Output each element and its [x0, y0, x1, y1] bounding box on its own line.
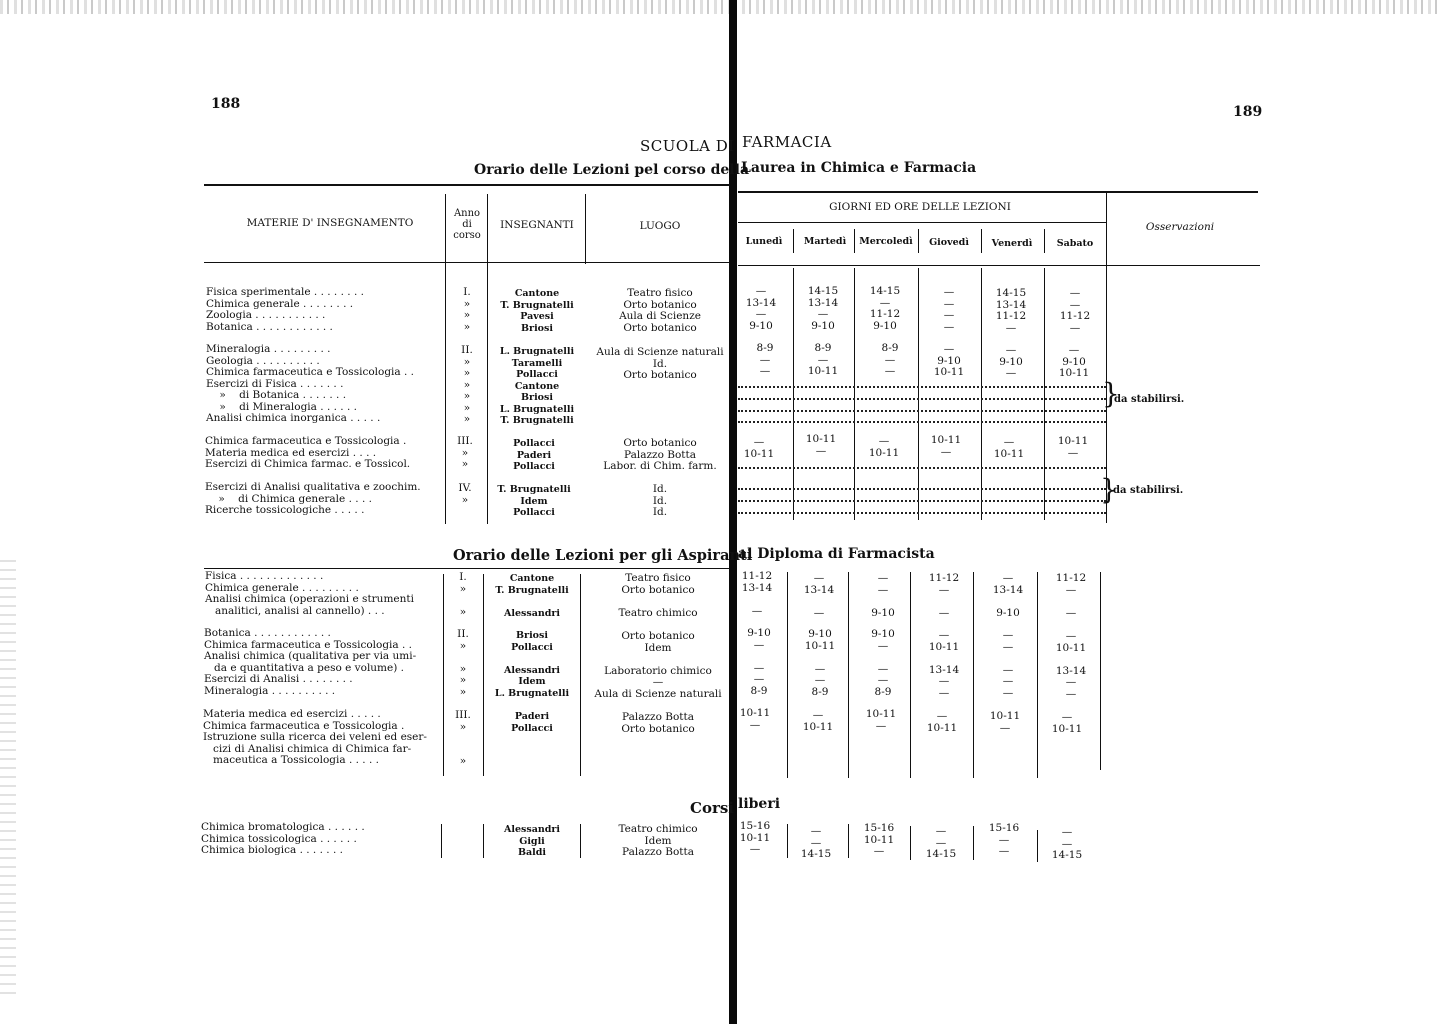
laurea-g2-anno: II. » » » » » »	[461, 344, 473, 425]
day-col-sep	[1037, 830, 1038, 862]
aspiranti-g3-martedi: — 10-11	[802, 709, 834, 733]
day-col-sep	[787, 572, 788, 778]
day-lunedi: Lunedì	[745, 236, 783, 247]
laurea-g4-anno: IV. »	[458, 482, 472, 506]
laurea-g1-mercoledi: 14-15 — 11-12 9-10	[869, 285, 901, 332]
brace: }	[1102, 377, 1120, 410]
laurea-g2-mercoledi: 8-9 — —	[881, 342, 899, 377]
aspiranti-g3-giovedi: — 10-11	[926, 710, 958, 734]
title-right: FARMACIA	[742, 133, 832, 151]
day-col-sep	[793, 268, 794, 520]
aspiranti-g1-mercoledi: — — 9-10	[871, 572, 895, 619]
laurea-g1-insegnanti: Cantone T. Brugnatelli Pavesi Briosi	[500, 288, 574, 334]
day-col-sep	[973, 572, 974, 778]
aspiranti-g3-lunedi: 10-11 —	[739, 707, 771, 731]
aspiranti-g3-venerdi: 10-11 —	[989, 710, 1021, 734]
aspiranti-g2-venerdi: — — — — —	[1002, 629, 1014, 699]
day-col-sep	[973, 826, 974, 860]
laurea-g2-sabato: — 9-10 10-11	[1058, 344, 1090, 379]
day-col-sep	[848, 572, 849, 778]
laurea-g4-insegnanti: T. Brugnatelli Idem Pollacci	[497, 484, 571, 518]
laurea-g3-insegnanti: Pollacci Paderi Pollacci	[513, 438, 555, 472]
aspiranti-rule-left	[204, 568, 730, 569]
liberi-title-right: liberi	[738, 796, 781, 812]
laurea-g3-lunedi: — 10-11	[743, 436, 775, 460]
laurea-g1-martedi: 14-15 13-14 — 9-10	[807, 285, 839, 332]
day-col-sep	[918, 268, 919, 520]
giorni-rule	[738, 222, 1106, 223]
liberi-sabato: — — 14-15	[1051, 826, 1083, 861]
laurea-g3-luogo: Orto botanico Palazzo Botta Labor. di Chim. farm.	[603, 437, 717, 472]
liberi-materie: Chimica bromatologica . . . . . . Chimica tossicologica . . . . . . Chimica biologica . . . . . . .	[201, 821, 365, 856]
laurea-g1-sabato: — — 11-12 —	[1059, 287, 1091, 334]
aspiranti-g1-venerdi: — 13-14 9-10	[992, 572, 1024, 619]
note-da-stabilirsi-1: da stabilirsi.	[1114, 394, 1185, 405]
liberi-martedi: — — 14-15	[800, 825, 832, 860]
col-sep	[487, 194, 488, 524]
liberi-mercoledi: 15-16 10-11 —	[863, 822, 895, 857]
aspiranti-g2-insegnanti: Briosi Pollacci Alessandri Idem L. Brugnatelli	[494, 630, 570, 699]
col-sep	[585, 194, 586, 264]
note-da-stabilirsi-2: da stabilirsi.	[1113, 485, 1184, 496]
aspiranti-title-left: Orario delle Lezioni per gli Aspiranti	[453, 547, 753, 564]
aspiranti-g2-luogo: Orto botanico Idem Laboratorio chimico — Aula di Scienze naturali	[594, 630, 722, 700]
laurea-g2-venerdi: — 9-10 —	[999, 344, 1023, 379]
aspiranti-title-right: al Diploma di Farmacista	[738, 546, 935, 562]
page-number-right: 189	[1233, 104, 1263, 120]
aspiranti-g3-luogo: Palazzo Botta Orto botanico	[621, 711, 695, 735]
laurea-g1-venerdi: 14-15 13-14 11-12 —	[995, 287, 1027, 334]
liberi-title-left: Corsi	[690, 799, 734, 817]
day-mercoledi: Mercoledì	[859, 236, 913, 247]
aspiranti-g2-lunedi: 9-10 — — — 8-9	[747, 627, 771, 697]
dotted-row	[738, 500, 1106, 502]
aspiranti-g3-anno: III. » »	[455, 709, 471, 767]
day-sep	[1044, 229, 1045, 253]
header-giorni: GIORNI ED ORE DELLE LEZIONI	[829, 201, 1011, 213]
day-sabato: Sabato	[1056, 238, 1094, 249]
col-sep	[580, 824, 581, 858]
laurea-g2-giovedi: — 9-10 10-11	[933, 343, 965, 378]
laurea-g3-giovedi: 10-11 —	[930, 434, 962, 458]
laurea-g4-materie: Esercizi di Analisi qualitativa e zoochim. » di Chimica generale . . . . Ricerche tossicologiche . . . . .	[205, 481, 421, 516]
title-left: SCUOLA DI	[640, 137, 735, 155]
day-col-sep	[1044, 268, 1045, 520]
col-sep	[580, 574, 581, 776]
aspiranti-g2-giovedi: — 10-11 13-14 — —	[928, 629, 960, 699]
dotted-row	[738, 398, 1106, 400]
laurea-g1-anno: I. » » »	[463, 286, 471, 333]
laurea-g4-luogo: Id. Id. Id.	[652, 483, 668, 518]
aspiranti-g1-anno: I. » »	[459, 571, 467, 618]
laurea-g1-luogo: Teatro fisico Orto botanico Aula di Scienze Orto botanico	[619, 287, 701, 334]
aspiranti-g3-mercoledi: 10-11 —	[865, 708, 897, 732]
laurea-g1-lunedi: — 13-14 — 9-10	[745, 285, 777, 332]
day-col-sep	[981, 268, 982, 520]
aspiranti-g2-martedi: 9-10 10-11 — — 8-9	[804, 628, 836, 698]
aspiranti-g3-materie: Materia medica ed esercizi . . . . . Chimica farmaceutica e Tossicologia . Istruzione sulla ricerca dei veleni ed eser- cizi di Analisi chimica di Chimica far- maceutica a Tossicologia . . . . .	[203, 708, 427, 766]
header-osservazioni: Osservazioni	[1145, 221, 1215, 233]
laurea-g2-insegnanti: L. Brugnatelli Taramelli Pollacci Cantone Briosi L. Brugnatelli T. Brugnatelli	[499, 346, 575, 426]
dotted-row	[738, 467, 1106, 469]
dotted-row	[738, 488, 1106, 490]
day-sep	[854, 229, 855, 253]
laurea-g3-anno: III. » »	[457, 435, 473, 470]
day-col-sep	[1037, 572, 1038, 778]
day-martedi: Martedì	[803, 236, 847, 247]
day-venerdi: Venerdì	[991, 238, 1033, 249]
aspiranti-g1-giovedi: 11-12 — —	[928, 572, 960, 619]
aspiranti-g1-martedi: — 13-14 —	[803, 572, 835, 619]
day-col-sep	[910, 826, 911, 860]
aspiranti-g1-materie: Fisica . . . . . . . . . . . . . Chimica generale . . . . . . . . . Analisi chimica (operazioni e strumenti analitici, analisi al cannello) . . .	[205, 570, 414, 617]
dotted-row	[738, 410, 1106, 412]
liberi-venerdi: 15-16 — —	[988, 822, 1020, 857]
scan-noise-left	[0, 560, 16, 1000]
aspiranti-g1-sabato: 11-12 — —	[1055, 572, 1087, 619]
aspiranti-g1-lunedi: 11-12 13-14 —	[741, 570, 773, 617]
scan-noise-top	[0, 0, 1441, 14]
header-materie: MATERIE D' INSEGNAMENTO	[246, 217, 414, 229]
laurea-g2-materie: Mineralogia . . . . . . . . . Geologia . . . . . . . . . . Chimica farmaceutica e Tossicologia . . Esercizi di Fisica . . . . . . . » di Botanica . . . . . . . » di Mineralogia . . . . . . Analisi chimica inorganica . . . . .	[206, 343, 415, 424]
header-top-rule-left	[204, 184, 730, 186]
laurea-g3-martedi: 10-11 —	[805, 433, 837, 457]
liberi-lunedi: 15-16 10-11 —	[739, 820, 771, 855]
liberi-luogo: Teatro chimico Idem Palazzo Botta	[618, 823, 698, 858]
day-sep	[981, 229, 982, 253]
liberi-insegnanti: Alessandri Gigli Baldi	[503, 824, 561, 858]
header-bottom-rule-right	[738, 265, 1260, 266]
laurea-g3-mercoledi: — 10-11	[868, 435, 900, 459]
day-col-sep	[1100, 572, 1101, 770]
col-sep	[445, 194, 446, 524]
laurea-g2-lunedi: 8-9 — —	[756, 342, 774, 377]
aspiranti-g1-insegnanti: Cantone T. Brugnatelli Alessandri	[495, 573, 569, 619]
aspiranti-g1-luogo: Teatro fisico Orto botanico Teatro chimico	[618, 572, 698, 619]
aspiranti-g2-materie: Botanica . . . . . . . . . . . . Chimica farmaceutica e Tossicologia . . Analisi chimica (qualitativa per via umi- da e quantitativa a peso e volume) . Esercizi di Analisi . . . . . . . . Mineralogia . . . . . . . . . .	[204, 627, 417, 697]
dotted-row	[738, 421, 1106, 423]
header-bottom-rule-left	[204, 262, 730, 263]
page-number-left: 188	[211, 96, 241, 112]
laurea-g3-sabato: 10-11 —	[1057, 435, 1089, 459]
laurea-g1-materie: Fisica sperimentale . . . . . . . . Chimica generale . . . . . . . . Zoologia . . . . . . . . . . . Botanica . . . . . . . . . . . .	[206, 286, 364, 333]
col-sep	[441, 824, 442, 858]
brace: }	[1100, 473, 1118, 506]
laurea-g2-martedi: 8-9 — 10-11	[807, 342, 839, 377]
subtitle-right: Laurea in Chimica e Farmacia	[741, 160, 977, 176]
header-anno: Anno di corso	[453, 208, 481, 241]
aspiranti-g2-mercoledi: 9-10 — — — 8-9	[871, 628, 895, 698]
dotted-row	[738, 386, 1106, 388]
aspiranti-g2-sabato: — 10-11 13-14 — —	[1055, 630, 1087, 700]
day-sep	[918, 229, 919, 253]
laurea-g3-materie: Chimica farmaceutica e Tossicologia . Materia medica ed esercizi . . . . Esercizi di Chimica farmac. e Tossicol.	[205, 435, 411, 470]
day-col-sep	[848, 824, 849, 858]
aspiranti-g2-anno: II. » » » »	[457, 628, 469, 698]
day-sep	[793, 229, 794, 253]
laurea-g2-luogo: Aula di Scienze naturali Id. Orto botanico	[596, 346, 724, 381]
header-luogo: LUOGO	[639, 220, 681, 232]
aspiranti-g3-sabato: — 10-11	[1051, 711, 1083, 735]
header-insegnanti: INSEGNANTI	[500, 219, 574, 231]
dotted-row	[738, 512, 1106, 514]
day-col-sep	[854, 268, 855, 520]
subtitle-left: Orario delle Lezioni pel corso della	[474, 162, 750, 178]
laurea-g1-giovedi: — — — —	[943, 286, 955, 333]
header-top-rule-right	[738, 191, 1258, 193]
aspiranti-g3-insegnanti: Paderi Pollacci	[511, 711, 553, 734]
laurea-g3-venerdi: — 10-11	[993, 436, 1025, 460]
liberi-giovedi: — — 14-15	[925, 825, 957, 860]
day-giovedi: Giovedì	[929, 237, 969, 248]
